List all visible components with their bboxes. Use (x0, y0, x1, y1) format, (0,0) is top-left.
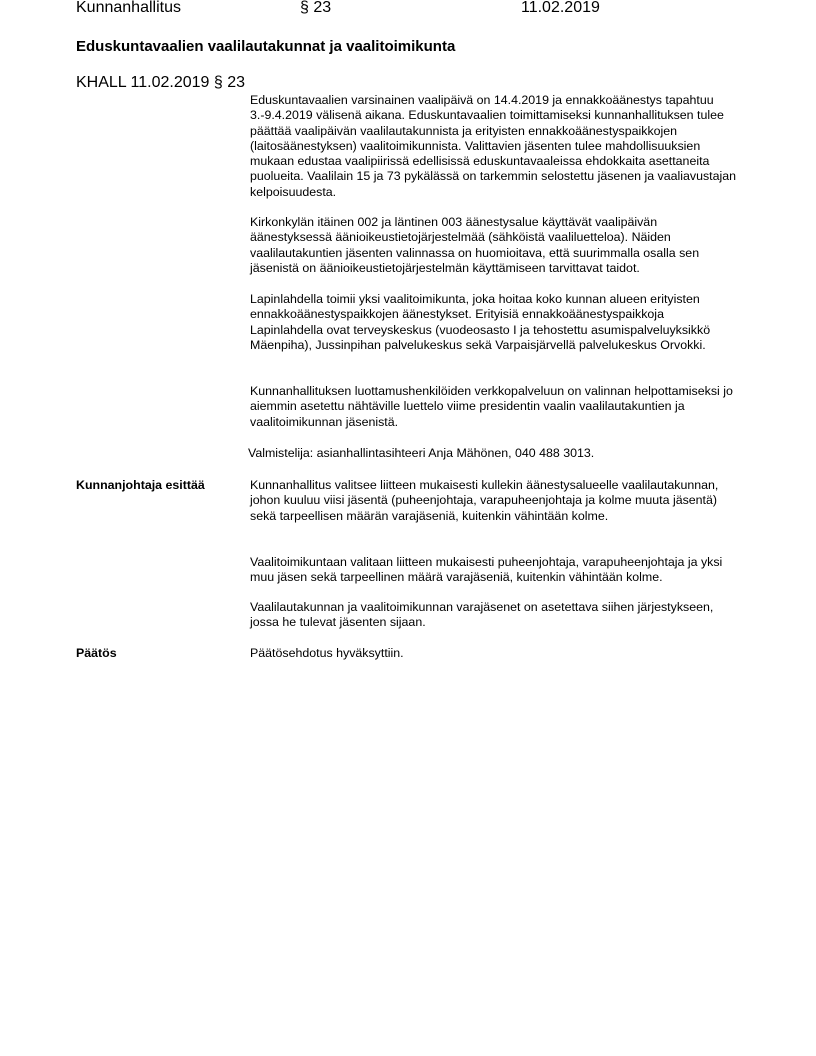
decision-label: Päätös (76, 646, 117, 660)
preparer-line (248, 446, 738, 461)
proposal-section (250, 478, 740, 524)
decision-text: Päätösehdotus hyväksyttiin. (250, 646, 404, 660)
proposal-label: Kunnanjohtaja esittää (76, 478, 205, 492)
header-meeting-date: 11.02.2019 (521, 0, 600, 16)
proposal-paragraph: Vaalilautakunnan ja vaalitoimikunnan varajäsenet on asetettava siihen järjestykseen, jossa he tulevat jäsenten sijaan. (250, 600, 714, 630)
preparation-paragraph: Eduskuntavaalien varsinainen vaalipäivä on 14.4.2019 ja ennakkoäänestys tapahtuu 3.-9.4.2019 välisenä aikana. Eduskuntavaalien toimittamiseksi kunnanhallituksen tulee päättää vaalipäivän vaalilautakunnista ja erityisten ennakkoäänestyspaikkojen (laitosäänestyksen) vaalitoimikunnista. Valittavien jäsenten tulee mahdollisuuksien mukaan edustaa vaalipiirissä edellisissä eduskuntavaaleissa ehdokkaita asettaneita puolueita. Vaalilain 15 ja 73 pykälässä on tarkemmin selostettu jäsenen ja vaaliavustajan kelpoisuudesta. (250, 93, 737, 199)
preparation-paragraph: Kirkonkylän itäinen 002 ja läntinen 003 äänestysalue käyttävät vaalipäivän äänestyksessä äänioikeustietojärjestelmää (sähköistä vaaliluetteloa). Näiden vaalilautakuntien jäsenten valinnassa on huomioitava, että suurimmalla osalla sen jäsenistä on äänioikeustietojärjestelmän käyttämiseen tarvittavat taidot. (250, 215, 700, 275)
page-header (76, 0, 776, 19)
proposal-section (250, 600, 740, 631)
preparation-section (250, 384, 740, 430)
header-section-number: § 23 (300, 0, 332, 16)
preparation-section (250, 215, 740, 276)
header-organization: Kunnanhallitus (76, 0, 181, 16)
proposal-paragraph: Kunnanhallitus valitsee liitteen mukaisesti kullekin äänestysalueelle vaalilautakunnan, johon kuuluu viisi jäsentä (puheenjohtaja, varapuheenjohtaja ja kolme muuta jäsentä) sekä tarpeellisen määrän varajäseniä, kuitenkin vähintään kolme. (250, 478, 719, 523)
proposal-paragraph: Vaalitoimikuntaan valitaan liitteen mukaisesti puheenjohtaja, varapuheenjohtaja ja yksi muu jäsen sekä tarpeellinen määrä varajäseniä, kuitenkin vähintään kolme. (250, 555, 723, 585)
preparer-text: Valmistelija: asianhallintasihteeri Anja Mähönen, 040 488 3013. (248, 446, 595, 460)
document-title: Eduskuntavaalien vaalilautakunnat ja vaalitoimikunta (76, 38, 456, 55)
preparation-paragraph: Kunnanhallituksen luottamushenkilöiden verkkopalveluun on valinnan helpottamiseksi jo aiemmin asetettu nähtäville luettelo viime presidentin vaalin vaalilautakuntien ja vaalitoimikunnan jäsenistä. (250, 384, 733, 429)
preparation-section (250, 292, 740, 353)
proposal-section (250, 555, 740, 586)
preparation-paragraph: Lapinlahdella toimii yksi vaalitoimikunta, joka hoitaa koko kunnan alueen erityisten ennakkoäänestyspaikkojen äänestykset. Erityisiä ennakkoäänestyspaikkoja Lapinlahdella ovat terveyskeskus (vuodeosasto I ja tehostettu asumispalveluyksikkö Mäenpiha), Jussinpihan palvelukeskus sekä Varpaisjärvellä palvelukeskus Orvokki. (250, 292, 711, 352)
preparation-section (250, 93, 740, 200)
meeting-reference: KHALL 11.02.2019 § 23 (76, 74, 246, 91)
decision-section (250, 646, 740, 661)
